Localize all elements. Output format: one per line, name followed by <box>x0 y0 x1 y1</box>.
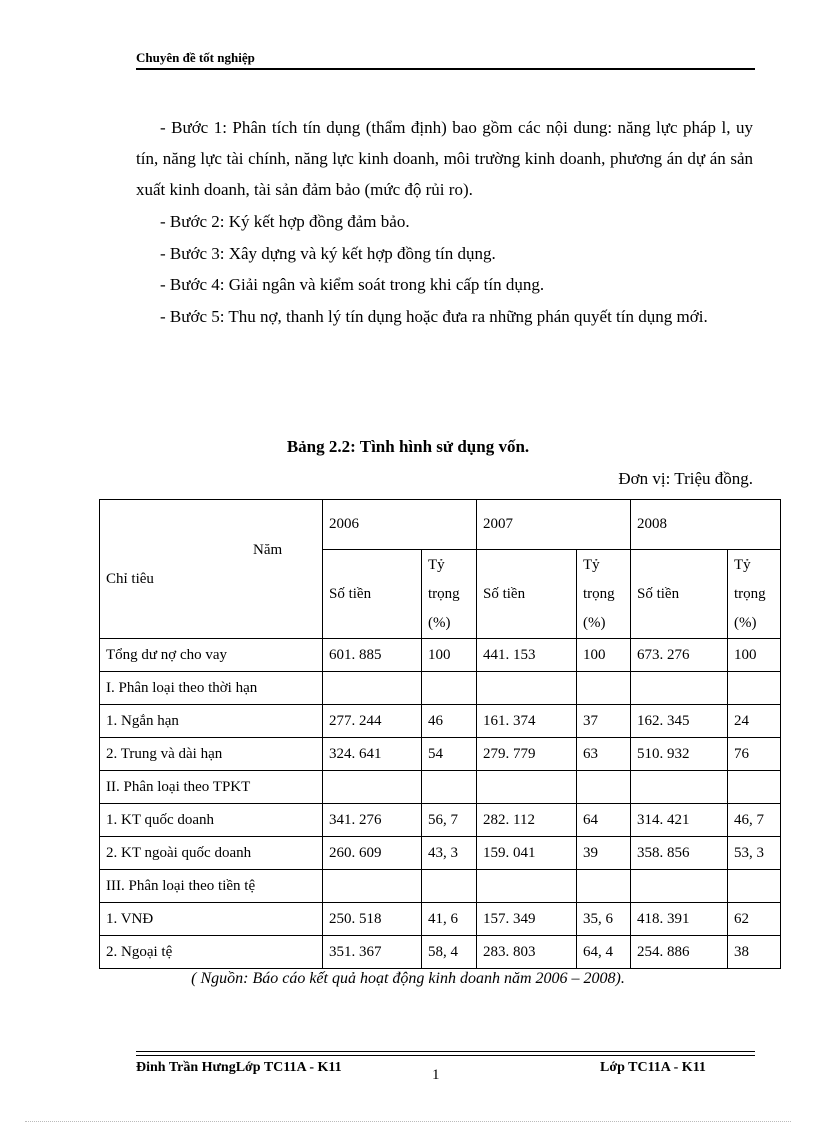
table-unit: Đơn vị: Triệu đồng. <box>618 469 753 488</box>
row-label: Tổng dư nợ cho vay <box>100 639 323 672</box>
cell: 53, 3 <box>728 837 781 870</box>
cell: 601. 885 <box>323 639 422 672</box>
row-label: 1. VNĐ <box>100 903 323 936</box>
row-label: III. Phân loại theo tiền tệ <box>100 870 323 903</box>
year-2007: 2007 <box>477 500 631 550</box>
cell: 43, 3 <box>422 837 477 870</box>
table-row <box>100 870 781 903</box>
capital-usage-table <box>99 499 781 969</box>
cell <box>477 672 577 705</box>
cell: 161. 374 <box>477 705 577 738</box>
cell <box>422 870 477 903</box>
cell: 441. 153 <box>477 639 577 672</box>
cell: 277. 244 <box>323 705 422 738</box>
header-row-years <box>100 500 781 550</box>
cell: 341. 276 <box>323 804 422 837</box>
cell <box>323 771 422 804</box>
cell <box>728 870 781 903</box>
amount-header: Số tiền <box>477 550 577 639</box>
cell: 62 <box>728 903 781 936</box>
row-label: 2. Trung và dài hạn <box>100 738 323 771</box>
table-source: ( Nguồn: Báo cáo kết quả hoạt động kinh doanh năm 2006 – 2008). <box>191 970 625 987</box>
table-row <box>100 804 781 837</box>
footer-author: Đinh Trần HưngLớp TC11A - K11 <box>136 1060 342 1075</box>
header-rule <box>136 68 755 70</box>
cell: 100 <box>422 639 477 672</box>
cell: 260. 609 <box>323 837 422 870</box>
footer-rule <box>136 1055 755 1056</box>
cell: 250. 518 <box>323 903 422 936</box>
share-header: Tỷ trọng (%) <box>728 550 781 639</box>
step-4: - Bước 4: Giải ngân và kiểm soát trong khi cấp tín dụng. <box>160 275 545 294</box>
cell: 159. 041 <box>477 837 577 870</box>
table-title: Bảng 2.2: Tình hình sử dụng vốn. <box>286 437 530 456</box>
page-edge <box>25 1121 791 1122</box>
cell: 324. 641 <box>323 738 422 771</box>
cell: 162. 345 <box>631 705 728 738</box>
cell <box>631 870 728 903</box>
cell: 58, 4 <box>422 936 477 969</box>
cell: 76 <box>728 738 781 771</box>
year-2006: 2006 <box>323 500 477 550</box>
cell: 254. 886 <box>631 936 728 969</box>
step-2: - Bước 2: Ký kết hợp đồng đảm bảo. <box>160 212 410 231</box>
cell <box>577 771 631 804</box>
row-label: II. Phân loại theo TPKT <box>100 771 323 804</box>
cell: 279. 779 <box>477 738 577 771</box>
cell: 358. 856 <box>631 837 728 870</box>
cell: 37 <box>577 705 631 738</box>
header-title: Chuyên đề tốt nghiệp <box>136 50 255 65</box>
corner-year-label: Năm <box>253 542 283 558</box>
table-row <box>100 771 781 804</box>
footer-rule <box>136 1051 755 1052</box>
row-label: 1. KT quốc doanh <box>100 804 323 837</box>
cell <box>477 870 577 903</box>
amount-header: Số tiền <box>323 550 422 639</box>
cell: 283. 803 <box>477 936 577 969</box>
cell: 46, 7 <box>728 804 781 837</box>
row-label: 2. Ngoại tệ <box>100 936 323 969</box>
cell: 54 <box>422 738 477 771</box>
year-2008: 2008 <box>631 500 781 550</box>
cell: 56, 7 <box>422 804 477 837</box>
amount-header: Số tiền <box>631 550 728 639</box>
cell <box>422 672 477 705</box>
cell: 64 <box>577 804 631 837</box>
cell: 64, 4 <box>577 936 631 969</box>
cell: 418. 391 <box>631 903 728 936</box>
cell <box>577 672 631 705</box>
paragraph-step-1: - Bước 1: Phân tích tín dụng (thẩm định) bao gồm các nội dung: năng lực pháp l, uy tín, năng lực tài chính, năng lực kinh doanh, môi trường kinh doanh, phương án dự án sản xuất kinh doanh, tài sản đảm bảo (mức độ rủi ro). <box>136 118 753 199</box>
step-5: - Bước 5: Thu nợ, thanh lý tín dụng hoặc đưa ra những phán quyết tín dụng mới. <box>160 306 708 326</box>
cell: 100 <box>577 639 631 672</box>
cell <box>631 672 728 705</box>
row-label: 2. KT ngoài quốc doanh <box>100 837 323 870</box>
footer-class: Lớp TC11A - K11 <box>600 1060 706 1075</box>
table-row <box>100 672 781 705</box>
cell: 41, 6 <box>422 903 477 936</box>
cell: 673. 276 <box>631 639 728 672</box>
cell: 100 <box>728 639 781 672</box>
table-row <box>100 903 781 936</box>
steps-list <box>160 206 755 332</box>
row-label: 1. Ngắn hạn <box>100 705 323 738</box>
cell <box>631 771 728 804</box>
cell <box>422 771 477 804</box>
cell: 157. 349 <box>477 903 577 936</box>
cell: 63 <box>577 738 631 771</box>
cell <box>323 672 422 705</box>
table-row <box>100 936 781 969</box>
cell <box>477 771 577 804</box>
cell <box>323 870 422 903</box>
table-row <box>100 639 781 672</box>
cell: 351. 367 <box>323 936 422 969</box>
cell: 510. 932 <box>631 738 728 771</box>
share-header: Tỷ trọng (%) <box>577 550 631 639</box>
cell <box>728 771 781 804</box>
step-3: - Bước 3: Xây dựng và ký kết hợp đồng tín dụng. <box>160 243 496 263</box>
cell <box>728 672 781 705</box>
cell: 39 <box>577 837 631 870</box>
corner-indicator-label: Chỉ tiêu <box>106 571 154 587</box>
cell: 24 <box>728 705 781 738</box>
cell: 314. 421 <box>631 804 728 837</box>
share-header: Tỷ trọng (%) <box>422 550 477 639</box>
table-row <box>100 738 781 771</box>
corner-cell <box>100 500 323 639</box>
cell: 38 <box>728 936 781 969</box>
cell: 282. 112 <box>477 804 577 837</box>
cell: 35, 6 <box>577 903 631 936</box>
table-row <box>100 837 781 870</box>
page-number: 1 <box>432 1067 440 1083</box>
cell <box>577 870 631 903</box>
row-label: I. Phân loại theo thời hạn <box>100 672 323 705</box>
table-row <box>100 705 781 738</box>
cell: 46 <box>422 705 477 738</box>
